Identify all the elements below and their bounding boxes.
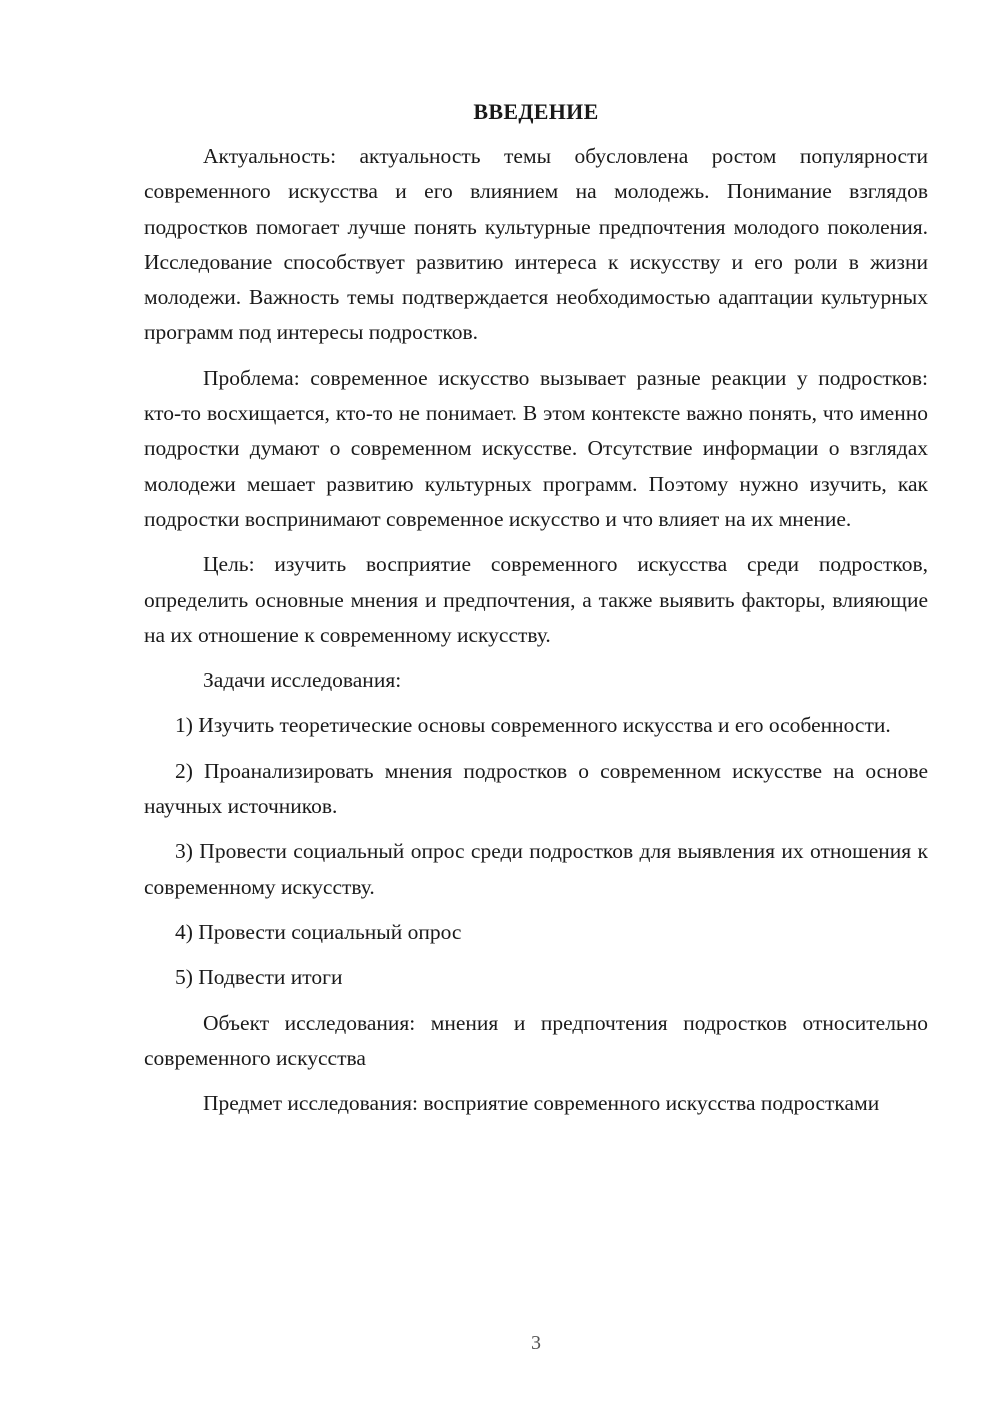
problem-paragraph: Проблема: современное искусство вызывает разные реакции у подростков: кто-то восхищается, кто-то не понимает. В этом контексте важно понять, что именно подростки думают о современном искусстве. Отсутствие информации о взглядах молодежи мешает развитию культурных программ. Поэтому нужно изучить, как подростки воспринимают современное искусство и что влияет на их мнение. [144,365,928,531]
tasks-heading: Задачи исследования: [203,668,402,693]
task-item: 4) Провести социальный опрос [175,919,462,944]
subject-paragraph: Предмет исследования: восприятие современного искусства подростками [203,1091,880,1116]
document-page [144,94,928,1131]
section-title: ВВЕДЕНИЕ [473,99,599,124]
task-item: 3) Провести социальный опрос среди подростков для выявления их отношения к современному искусству. [144,839,928,899]
relevance-paragraph: Актуальность: актуальность темы обусловлена ростом популярности современного искусства и его влиянием на молодежь. Понимание взглядов подростков помогает лучше понять культурные предпочтения молодого поколения. Исследование способствует развитию интереса к искусству и его роли в жизни молодежи. Важность темы подтверждается необходимостью адаптации культурных программ под интересы подростков. [144,144,928,345]
goal-paragraph: Цель: изучить восприятие современного искусства среди подростков, определить основные мнения и предпочтения, а также выявить факторы, влияющие на их отношение к современному искусству. [144,552,928,647]
task-item: 2) Проанализировать мнения подростков о современном искусстве на основе научных источников. [144,758,928,819]
task-item: 5) Подвести итоги [175,965,343,990]
page-number: 3 [531,1332,541,1354]
task-item: 1) Изучить теоретические основы современного искусства и его особенности. [175,713,891,738]
object-paragraph: Объект исследования: мнения и предпочтения подростков относительно современного искусства [144,1010,928,1070]
